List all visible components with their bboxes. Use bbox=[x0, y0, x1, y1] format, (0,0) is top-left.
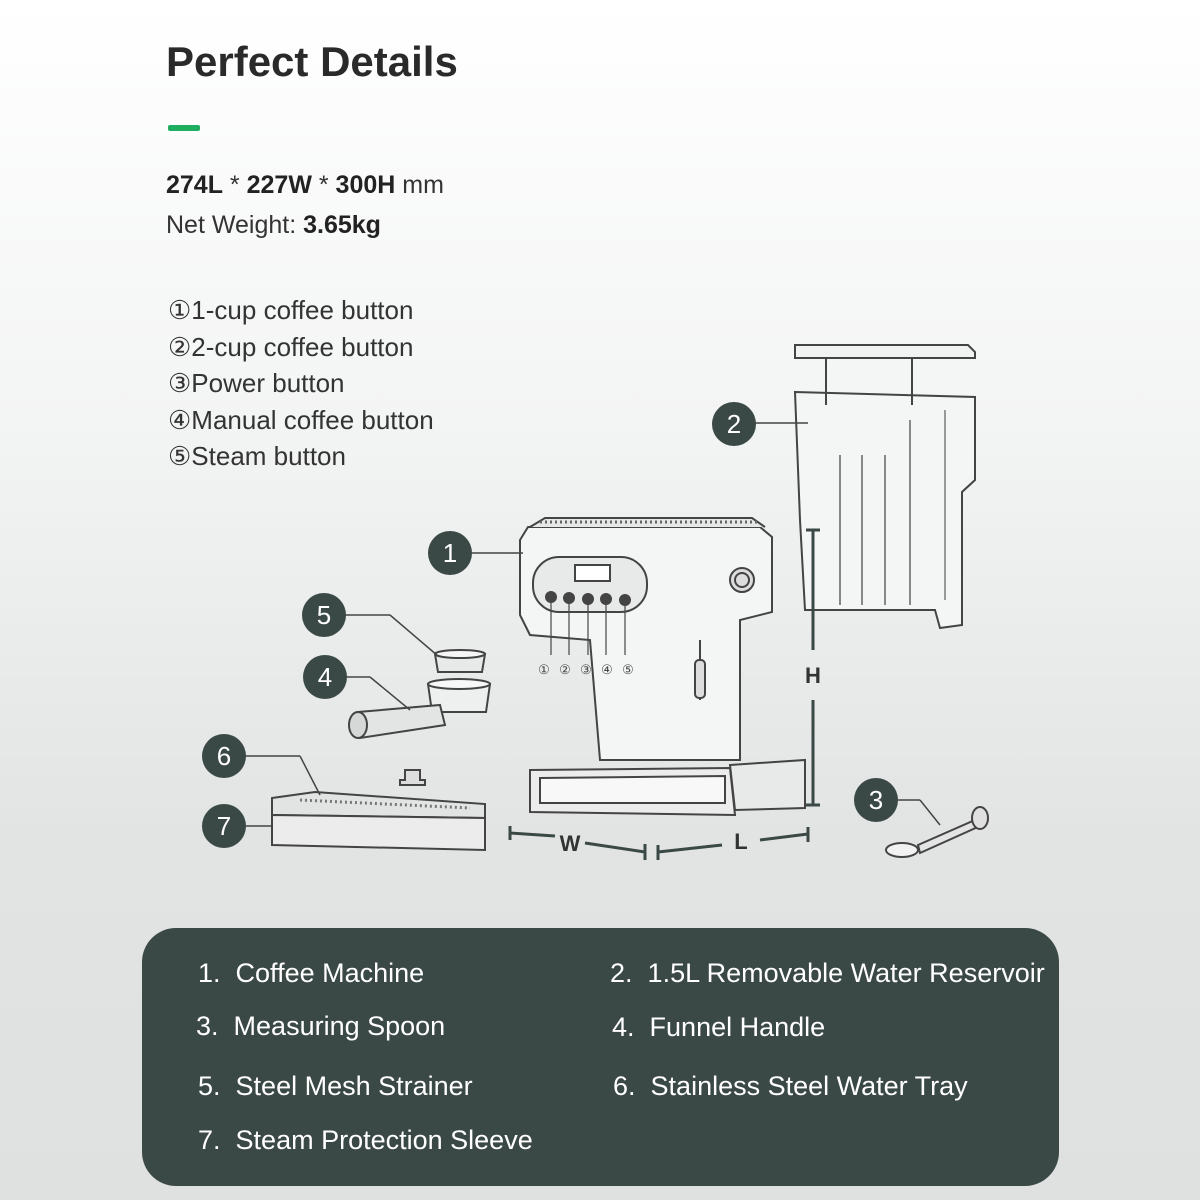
button-number: ② bbox=[559, 662, 571, 677]
button-legend-item: ②2-cup coffee button bbox=[168, 331, 414, 362]
measuring-spoon-illustration bbox=[886, 807, 988, 857]
page-title: Perfect Details bbox=[166, 38, 458, 85]
parts-list-item bbox=[198, 1071, 473, 1102]
width-dimension-label: W bbox=[559, 831, 581, 856]
button-number: ① bbox=[538, 662, 550, 677]
parts-list-item bbox=[196, 1011, 445, 1042]
dimension-width: 227W bbox=[246, 171, 312, 199]
part-label: Measuring Spoon bbox=[233, 1011, 446, 1041]
callout-label: 5 bbox=[316, 600, 332, 630]
button-legend-item: ⑤Steam button bbox=[168, 441, 346, 471]
dimension-length: 274L bbox=[166, 171, 223, 199]
part-label: Steel Mesh Strainer bbox=[235, 1071, 473, 1101]
button-legend-item: ①1-cup coffee button bbox=[168, 295, 414, 325]
part-number: 1. bbox=[198, 958, 221, 988]
callout-label: 6 bbox=[216, 741, 232, 771]
button-legend-item: ④Manual coffee button bbox=[168, 404, 434, 435]
parts-list-panel bbox=[142, 928, 1059, 1186]
callout-label: 7 bbox=[216, 811, 232, 841]
part-number: 5. bbox=[198, 1071, 221, 1101]
part-label: Stainless Steel Water Tray bbox=[650, 1071, 968, 1101]
part-label: Funnel Handle bbox=[649, 1012, 826, 1042]
dimension-unit: mm bbox=[395, 171, 444, 199]
callout-label: 3 bbox=[868, 785, 884, 815]
title-accent-bar bbox=[168, 125, 200, 131]
callout-label: 2 bbox=[726, 409, 742, 439]
parts-list-item bbox=[613, 1071, 968, 1102]
button-legend-item: ③Power button bbox=[168, 368, 345, 398]
water-tray-illustration bbox=[272, 792, 485, 850]
parts-list-item bbox=[198, 958, 424, 989]
callout-label: 4 bbox=[317, 662, 333, 692]
dimension-separator: * bbox=[311, 171, 336, 199]
part-label: 1.5L Removable Water Reservoir bbox=[647, 958, 1045, 988]
part-number: 4. bbox=[612, 1012, 635, 1042]
button-number: ④ bbox=[601, 662, 613, 677]
part-number: 3. bbox=[196, 1011, 219, 1041]
net-weight-value: 3.65kg bbox=[303, 211, 381, 239]
strainer-and-handle-illustration bbox=[349, 650, 490, 738]
length-dimension-label: L bbox=[734, 829, 748, 854]
dimension-height: 300H bbox=[335, 171, 396, 199]
height-dimension-label: H bbox=[805, 663, 821, 688]
water-reservoir-illustration bbox=[795, 345, 975, 628]
part-label: Coffee Machine bbox=[235, 958, 425, 988]
product-diagram bbox=[190, 330, 1010, 880]
net-weight-line bbox=[166, 211, 381, 240]
parts-list-item bbox=[610, 958, 1045, 989]
parts-list-item bbox=[198, 1125, 533, 1156]
part-number: 2. bbox=[610, 958, 633, 988]
part-label: Steam Protection Sleeve bbox=[235, 1125, 533, 1155]
net-weight-label: Net Weight: bbox=[166, 211, 304, 239]
callout-label: 1 bbox=[442, 538, 458, 568]
part-number: 7. bbox=[198, 1125, 221, 1155]
button-number: ⑤ bbox=[622, 662, 634, 677]
part-number: 6. bbox=[613, 1071, 636, 1101]
button-number: ③ bbox=[580, 662, 592, 677]
dimension-separator: * bbox=[222, 171, 247, 199]
parts-list-item bbox=[612, 1012, 825, 1043]
dimensions-line bbox=[166, 170, 444, 201]
